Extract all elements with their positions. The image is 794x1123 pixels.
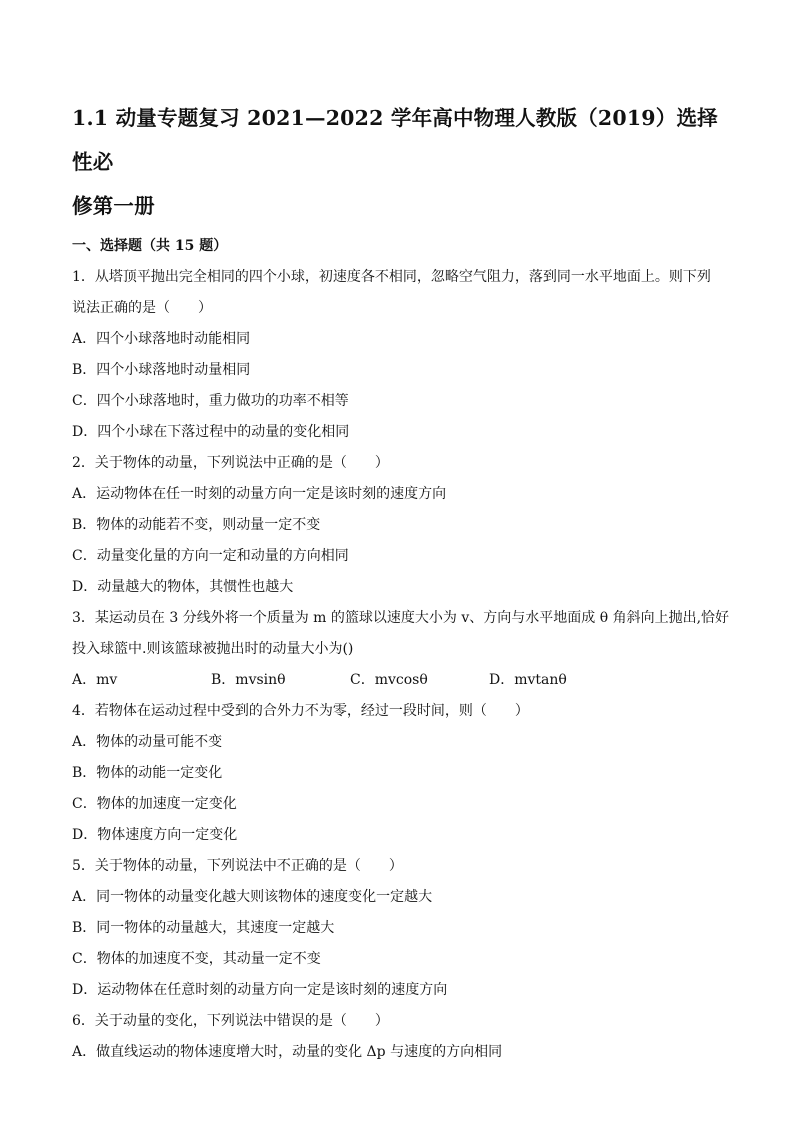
question-1-option-a: A．四个小球落地时动能相同 xyxy=(72,331,251,347)
question-4-option-d: D．物体速度方向一定变化 xyxy=(72,827,238,843)
question-5-option-b: B．同一物体的动量越大，其速度一定越大 xyxy=(72,920,335,936)
question-4-stem: 4．若物体在运动过程中受到的合外力不为零，经过一段时间，则（ ） xyxy=(72,703,529,719)
question-4 xyxy=(72,696,722,851)
question-4-option-a: A．物体的动量可能不变 xyxy=(72,734,223,750)
question-5-option-c: C．物体的加速度不变，其动量一定不变 xyxy=(72,951,321,967)
document-page xyxy=(72,96,730,1068)
question-1 xyxy=(72,262,722,448)
question-2-option-a: A．运动物体在任一时刻的动量方向一定是该时刻的速度方向 xyxy=(72,486,447,502)
question-1-option-d: D．四个小球在下落过程中的动量的变化相同 xyxy=(72,424,350,440)
question-3-option-c: C．mvcosθ xyxy=(350,672,428,688)
question-3-option-d: D．mvtanθ xyxy=(489,672,567,688)
question-5-option-a: A．同一物体的动量变化越大则该物体的速度变化一定越大 xyxy=(72,889,433,905)
question-1-stem-line-1: 1．从塔顶平抛出完全相同的四个小球，初速度各不相同，忽略空气阻力，落到同一水平地面上。则下列 xyxy=(72,269,711,285)
question-6 xyxy=(72,1006,722,1068)
question-2-option-d: D．动量越大的物体，其惯性也越大 xyxy=(72,579,294,595)
question-6-option-a: A．做直线运动的物体速度增大时，动量的变化 Δp 与速度的方向相同 xyxy=(72,1044,503,1060)
question-3-options xyxy=(72,665,722,696)
question-1-option-c: C．四个小球落地时，重力做功的功率不相等 xyxy=(72,393,349,409)
question-5 xyxy=(72,851,722,1006)
document-title-line-2: 修第一册 xyxy=(72,194,155,218)
section-heading: 一、选择题（共 15 题） xyxy=(72,238,228,254)
question-2-option-c: C．动量变化量的方向一定和动量的方向相同 xyxy=(72,548,349,564)
question-2 xyxy=(72,448,722,603)
question-3-stem-line-1: 3．某运动员在 3 分线外将一个质量为 m 的篮球以速度大小为 v、方向与水平地面成 θ 角斜向上抛出,恰好 xyxy=(72,610,730,626)
question-1-stem-line-2: 说法正确的是（ ） xyxy=(72,300,212,316)
question-3-option-b: B．mvsinθ xyxy=(211,672,286,688)
question-5-stem: 5．关于物体的动量，下列说法中不正确的是（ ） xyxy=(72,858,403,874)
question-3 xyxy=(72,603,730,696)
question-4-option-c: C．物体的加速度一定变化 xyxy=(72,796,237,812)
question-3-stem-line-2: 投入球篮中.则该篮球被抛出时的动量大小为() xyxy=(72,641,354,657)
question-2-option-b: B．物体的动能若不变，则动量一定不变 xyxy=(72,517,321,533)
question-2-stem: 2．关于物体的动量，下列说法中正确的是（ ） xyxy=(72,455,389,471)
question-5-option-d: D．运动物体在任意时刻的动量方向一定是该时刻的速度方向 xyxy=(72,982,448,998)
document-title-line-1: 1.1 动量专题复习 2021—2022 学年高中物理人教版（2019）选择性必 xyxy=(72,106,718,174)
question-1-option-b: B．四个小球落地时动量相同 xyxy=(72,362,251,378)
question-4-option-b: B．物体的动能一定变化 xyxy=(72,765,223,781)
question-3-option-a: A．mv xyxy=(72,672,118,688)
question-6-stem: 6．关于动量的变化，下列说法中错误的是（ ） xyxy=(72,1013,389,1029)
